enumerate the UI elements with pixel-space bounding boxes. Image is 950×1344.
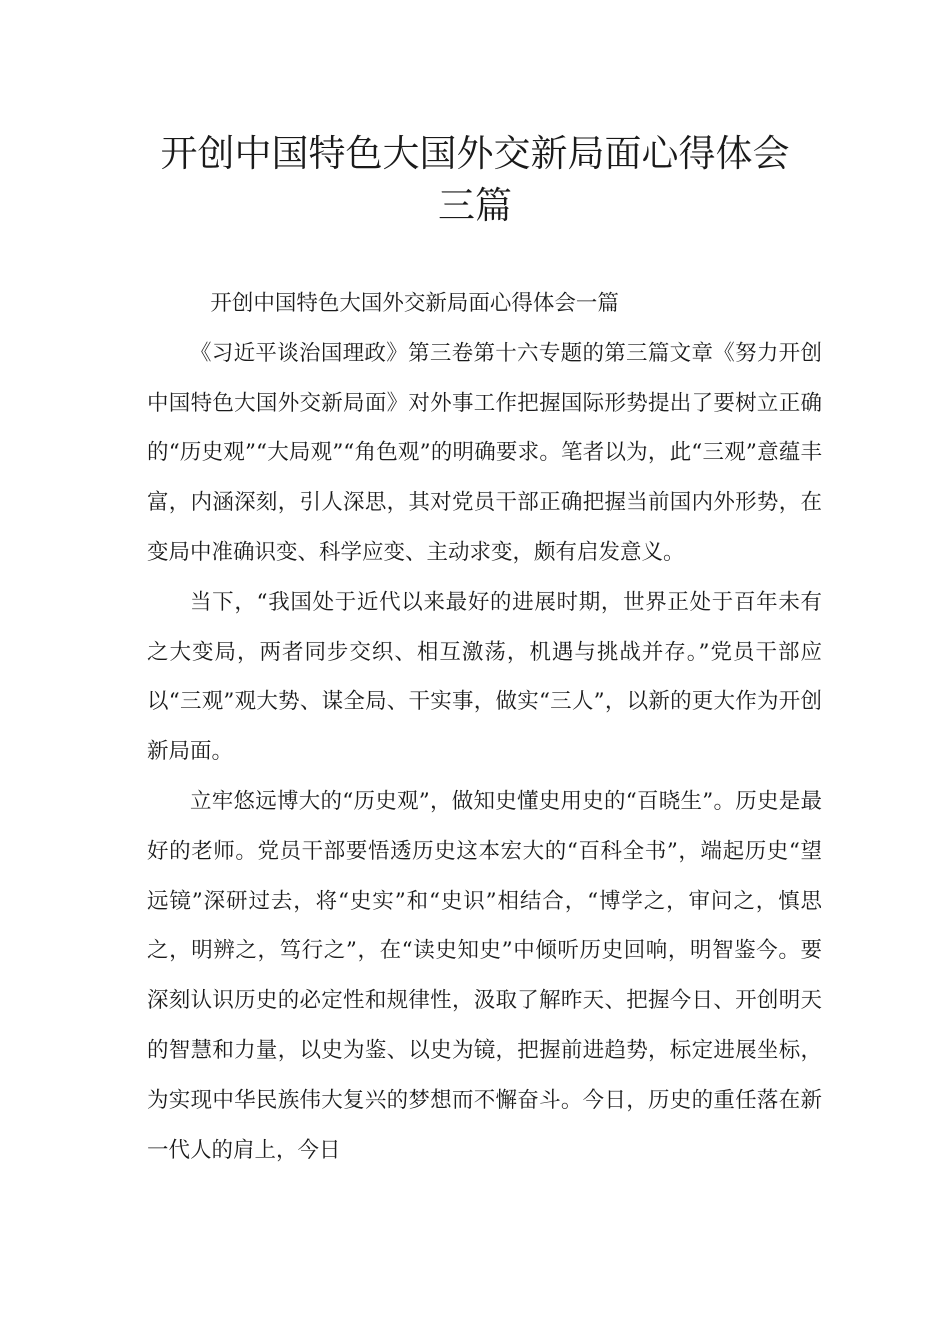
paragraph: 《习近平谈治国理政》第三卷第十六专题的第三篇文章《努力开创中国特色大国外交新局面》对外事工作把握国际形势提出了要树立正确的“历史观”“大局观”“角色观”的明确要求。笔者以为，此“三观”意蕴丰富，内涵深刻，引人深思，其对党员干部正确把握当前国内外形势，在变局中准确识变、科学应变、主动求变，颇有启发意义。	[147, 340, 822, 565]
document-body	[147, 279, 822, 1175]
paragraph: 当下，“我国处于近代以来最好的进展时期，世界正处于百年未有之大变局，两者同步交织、相互激荡，机遇与挑战并存。”党员干部应以“三观”观大势、谋全局、干实事，做实“三人”，以新的更大作为开创新局面。	[147, 589, 822, 765]
section-subtitle: 开创中国特色大国外交新局面心得体会一篇	[210, 291, 619, 316]
title-line-1: 开创中国特色大国外交新局面心得体会	[160, 132, 790, 175]
document-title	[100, 128, 850, 232]
title-line-2: 三篇	[438, 184, 512, 227]
paragraph: 立牢悠远博大的“历史观”，做知史懂史用史的“百晓生”。历史是最好的老师。党员干部要悟透历史这本宏大的“百科全书”，端起历史“望远镜”深研过去，将“史实”和“史识”相结合，“博学之，审问之，慎思之，明辨之，笃行之”，在“读史知史”中倾听历史回响，明智鉴今。要深刻认识历史的必定性和规律性，汲取了解昨天、把握今日、开创明天的智慧和力量，以史为鉴、以史为镜，把握前进趋势，标定进展坐标，为实现中华民族伟大复兴的梦想而不懈奋斗。今日，历史的重任落在新一代人的肩上，今日	[147, 788, 822, 1163]
